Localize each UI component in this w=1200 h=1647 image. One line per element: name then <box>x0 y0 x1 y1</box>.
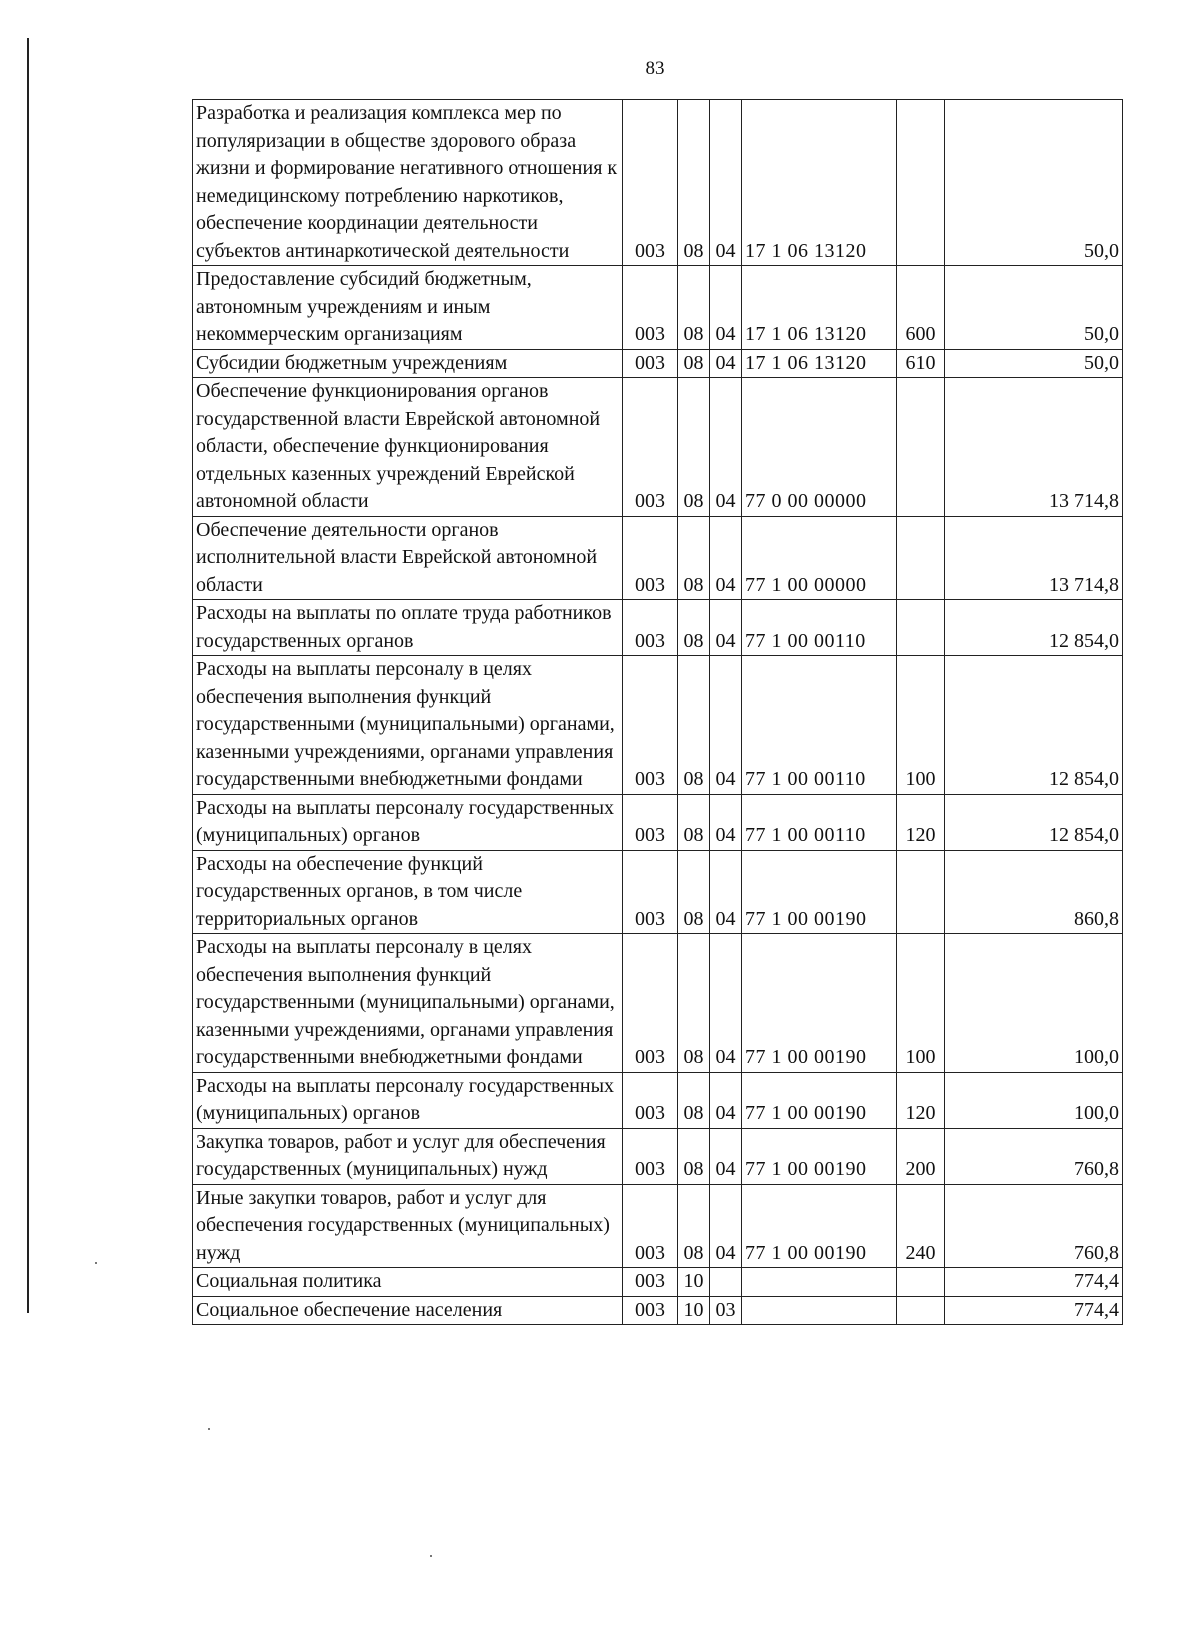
ministry-code: 003 <box>623 656 678 795</box>
expense-type-code <box>897 850 945 934</box>
table-row <box>193 266 1123 350</box>
expense-type-code <box>897 1268 945 1297</box>
amount: 12 854,0 <box>945 656 1123 795</box>
expense-type-code <box>897 516 945 600</box>
section-code: 08 <box>678 100 710 266</box>
ministry-code: 003 <box>623 1268 678 1297</box>
row-name: Расходы на выплаты персоналу в целях обеспечения выполнения функций государственными (муниципальными) органами, казенными учреждениями, органами управления государственными внебюджетными фондами <box>193 934 623 1073</box>
table-row <box>193 516 1123 600</box>
table-row <box>193 1184 1123 1268</box>
section-code: 08 <box>678 516 710 600</box>
table-row <box>193 794 1123 850</box>
expense-type-code <box>897 100 945 266</box>
subsection-code: 04 <box>710 656 742 795</box>
amount: 760,8 <box>945 1128 1123 1184</box>
row-name: Расходы на выплаты по оплате труда работников государственных органов <box>193 600 623 656</box>
budget-table-body <box>193 100 1123 1325</box>
scan-margin-line <box>27 38 29 1313</box>
target-article-code <box>742 1268 897 1297</box>
row-name: Расходы на выплаты персоналу государственных (муниципальных) органов <box>193 1072 623 1128</box>
target-article-code: 77 1 00 00000 <box>742 516 897 600</box>
target-article-code: 77 1 00 00190 <box>742 1128 897 1184</box>
amount: 760,8 <box>945 1184 1123 1268</box>
subsection-code: 04 <box>710 1128 742 1184</box>
section-code: 08 <box>678 1128 710 1184</box>
section-code: 08 <box>678 349 710 378</box>
expense-type-code: 610 <box>897 349 945 378</box>
section-code: 08 <box>678 1184 710 1268</box>
amount: 50,0 <box>945 100 1123 266</box>
ministry-code: 003 <box>623 1128 678 1184</box>
ministry-code: 003 <box>623 1296 678 1325</box>
row-name: Расходы на выплаты персоналу в целях обеспечения выполнения функций государственными (муниципальными) органами, казенными учреждениями, органами управления государственными внебюджетными фондами <box>193 656 623 795</box>
subsection-code: 04 <box>710 349 742 378</box>
subsection-code: 03 <box>710 1296 742 1325</box>
row-name: Предоставление субсидий бюджетным, автономным учреждениям и иным некоммерческим организациям <box>193 266 623 350</box>
ministry-code: 003 <box>623 266 678 350</box>
expense-type-code: 120 <box>897 1072 945 1128</box>
section-code: 08 <box>678 656 710 795</box>
section-code: 10 <box>678 1296 710 1325</box>
section-code: 08 <box>678 266 710 350</box>
table-row <box>193 100 1123 266</box>
subsection-code: 04 <box>710 378 742 517</box>
target-article-code: 17 1 06 13120 <box>742 100 897 266</box>
ministry-code: 003 <box>623 1072 678 1128</box>
table-row <box>193 378 1123 517</box>
ministry-code: 003 <box>623 349 678 378</box>
ministry-code: 003 <box>623 850 678 934</box>
table-row <box>193 349 1123 378</box>
expense-type-code <box>897 1296 945 1325</box>
row-name: Обеспечение функционирования органов государственной власти Еврейской автономной области, обеспечение функционирования отдельных казенных учреждений Еврейской автономной области <box>193 378 623 517</box>
expense-type-code: 120 <box>897 794 945 850</box>
amount: 100,0 <box>945 1072 1123 1128</box>
target-article-code: 17 1 06 13120 <box>742 266 897 350</box>
row-name: Расходы на обеспечение функций государственных органов, в том числе территориальных органов <box>193 850 623 934</box>
row-name: Социальное обеспечение населения <box>193 1296 623 1325</box>
table-row <box>193 850 1123 934</box>
expense-type-code: 240 <box>897 1184 945 1268</box>
table-row <box>193 934 1123 1073</box>
target-article-code <box>742 1296 897 1325</box>
amount: 12 854,0 <box>945 794 1123 850</box>
expense-type-code: 100 <box>897 656 945 795</box>
subsection-code: 04 <box>710 100 742 266</box>
expense-type-code: 600 <box>897 266 945 350</box>
amount: 774,4 <box>945 1268 1123 1297</box>
section-code: 08 <box>678 794 710 850</box>
subsection-code: 04 <box>710 600 742 656</box>
table-row <box>193 1296 1123 1325</box>
row-name: Расходы на выплаты персоналу государственных (муниципальных) органов <box>193 794 623 850</box>
target-article-code: 17 1 06 13120 <box>742 349 897 378</box>
ministry-code: 003 <box>623 794 678 850</box>
target-article-code: 77 1 00 00190 <box>742 934 897 1073</box>
ministry-code: 003 <box>623 378 678 517</box>
table-row <box>193 600 1123 656</box>
target-article-code: 77 1 00 00110 <box>742 600 897 656</box>
amount: 860,8 <box>945 850 1123 934</box>
table-row <box>193 656 1123 795</box>
ministry-code: 003 <box>623 1184 678 1268</box>
target-article-code: 77 1 00 00110 <box>742 656 897 795</box>
subsection-code: 04 <box>710 1072 742 1128</box>
subsection-code: 04 <box>710 266 742 350</box>
row-name: Иные закупки товаров, работ и услуг для обеспечения государственных (муниципальных) нужд <box>193 1184 623 1268</box>
target-article-code: 77 1 00 00190 <box>742 850 897 934</box>
amount: 774,4 <box>945 1296 1123 1325</box>
amount: 13 714,8 <box>945 516 1123 600</box>
target-article-code: 77 1 00 00190 <box>742 1072 897 1128</box>
row-name: Социальная политика <box>193 1268 623 1297</box>
amount: 12 854,0 <box>945 600 1123 656</box>
section-code: 08 <box>678 600 710 656</box>
expense-type-code <box>897 600 945 656</box>
target-article-code: 77 0 00 00000 <box>742 378 897 517</box>
amount: 50,0 <box>945 349 1123 378</box>
subsection-code <box>710 1268 742 1297</box>
subsection-code: 04 <box>710 794 742 850</box>
page-number: 83 <box>645 58 665 79</box>
row-name: Обеспечение деятельности органов исполнительной власти Еврейской автономной области <box>193 516 623 600</box>
budget-table <box>192 99 1123 1325</box>
expense-type-code <box>897 378 945 517</box>
scan-speck <box>208 1428 210 1430</box>
target-article-code: 77 1 00 00110 <box>742 794 897 850</box>
ministry-code: 003 <box>623 100 678 266</box>
amount: 100,0 <box>945 934 1123 1073</box>
subsection-code: 04 <box>710 516 742 600</box>
section-code: 08 <box>678 378 710 517</box>
row-name: Разработка и реализация комплекса мер по популяризации в обществе здорового образа жизни и формирование негативного отношения к немедицинскому потреблению наркотиков, обеспечение координации деятельности субъектов антинаркотической деятельности <box>193 100 623 266</box>
table-row <box>193 1128 1123 1184</box>
expense-type-code: 100 <box>897 934 945 1073</box>
table-row <box>193 1072 1123 1128</box>
scan-speck <box>95 1262 97 1264</box>
ministry-code: 003 <box>623 934 678 1073</box>
scan-speck <box>430 1555 432 1557</box>
subsection-code: 04 <box>710 1184 742 1268</box>
row-name: Закупка товаров, работ и услуг для обеспечения государственных (муниципальных) нужд <box>193 1128 623 1184</box>
ministry-code: 003 <box>623 600 678 656</box>
amount: 50,0 <box>945 266 1123 350</box>
section-code: 10 <box>678 1268 710 1297</box>
subsection-code: 04 <box>710 850 742 934</box>
section-code: 08 <box>678 934 710 1073</box>
section-code: 08 <box>678 850 710 934</box>
section-code: 08 <box>678 1072 710 1128</box>
expense-type-code: 200 <box>897 1128 945 1184</box>
ministry-code: 003 <box>623 516 678 600</box>
table-row <box>193 1268 1123 1297</box>
target-article-code: 77 1 00 00190 <box>742 1184 897 1268</box>
subsection-code: 04 <box>710 934 742 1073</box>
row-name: Субсидии бюджетным учреждениям <box>193 349 623 378</box>
amount: 13 714,8 <box>945 378 1123 517</box>
